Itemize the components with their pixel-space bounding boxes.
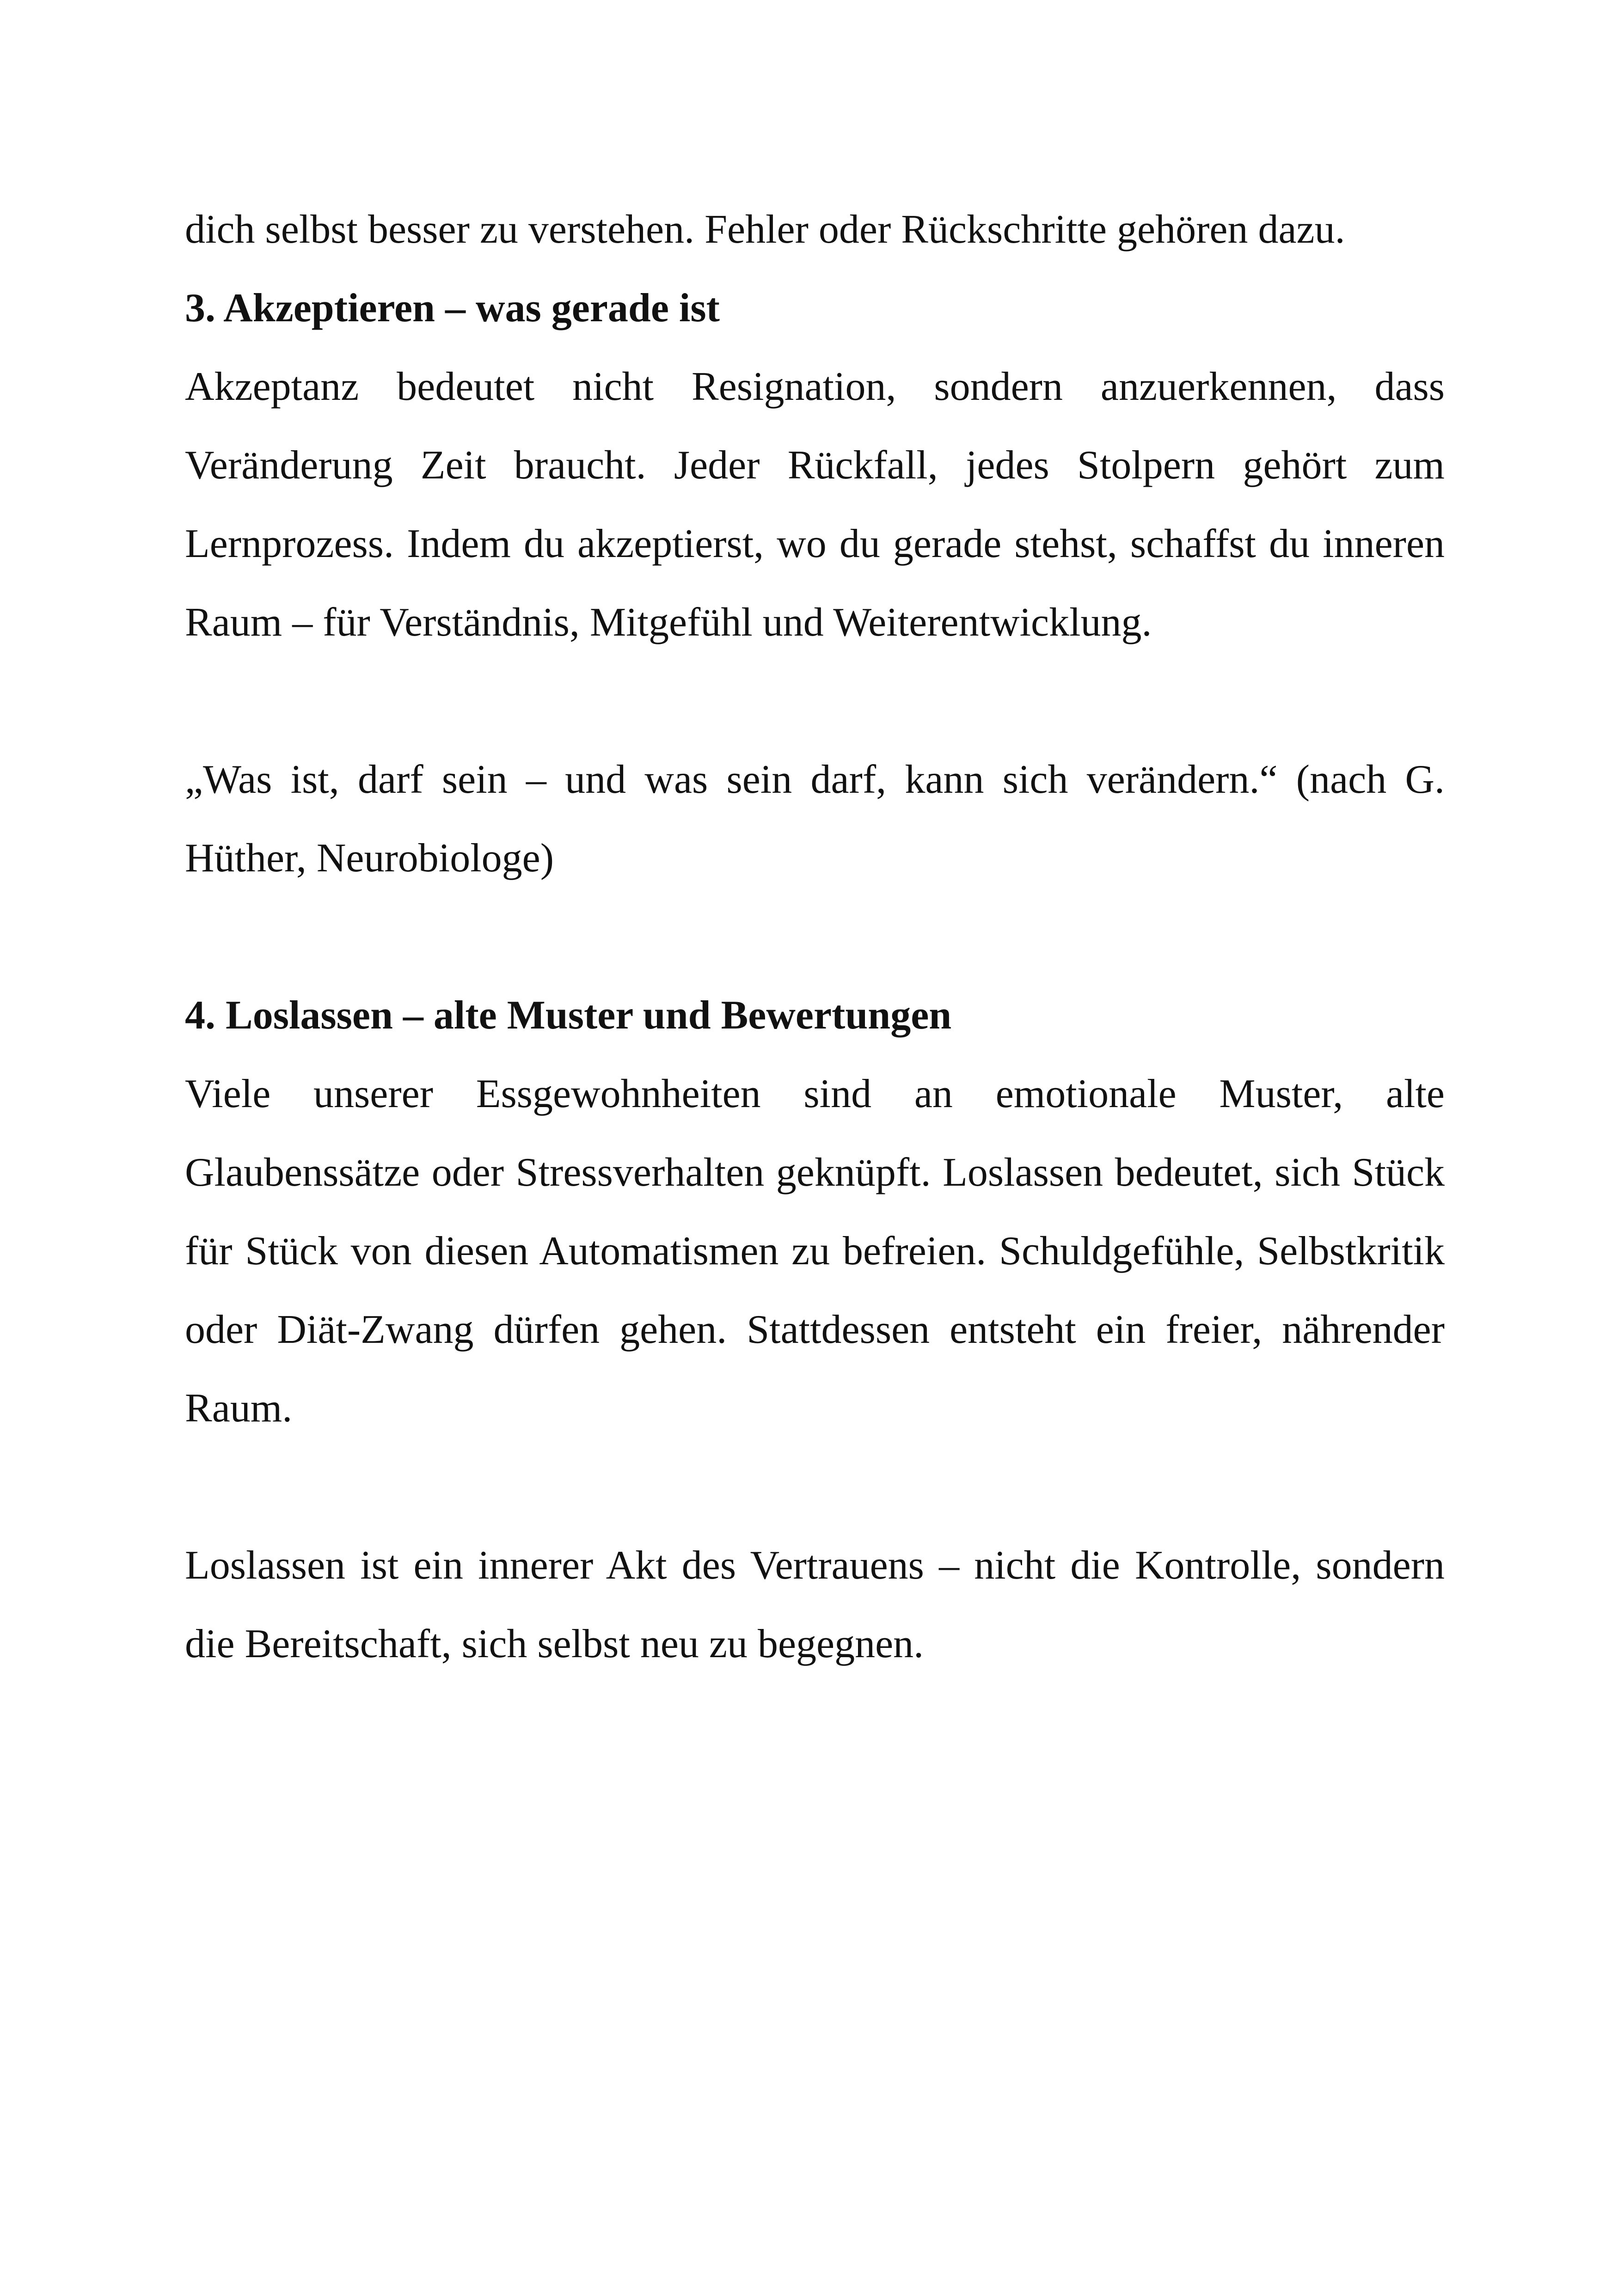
section-3-quote: „Was ist, darf sein – und was sein darf, kann sich verändern.“ (nach G. Hüther, Neurobiologe) [185, 757, 1445, 881]
section-3-heading: 3. Akzeptieren – was gerade ist [185, 286, 720, 331]
section-3-paragraph: Akzeptanz bedeutet nicht Resignation, sondern anzuerkennen, dass Veränderung Zeit braucht. Jeder Rückfall, jedes Stolpern gehört zum Lernprozess. Indem du akzeptierst, wo du gerade stehst, schaffst du inneren Raum – für Verständnis, Mitgefühl und Weiterentwicklung. [185, 364, 1445, 645]
paragraph-spacer [185, 1448, 1445, 1526]
intro-paragraph: dich selbst besser zu verstehen. Fehler oder Rückschritte gehören dazu. [185, 207, 1345, 252]
document-body [185, 190, 1445, 1684]
paragraph-spacer [185, 898, 1445, 976]
section-4-heading: 4. Loslassen – alte Muster und Bewertungen [185, 993, 952, 1038]
section-4-closing: Loslassen ist ein innerer Akt des Vertrauens – nicht die Kontrolle, sondern die Bereitschaft, sich selbst neu zu begegnen. [185, 1543, 1445, 1666]
section-4-paragraph: Viele unserer Essgewohnheiten sind an emotionale Muster, alte Glaubenssätze oder Stressverhalten geknüpft. Loslassen bedeutet, sich Stück für Stück von diesen Automatismen zu befreien. Schuldgefühle, Selbstkritik oder Diät-Zwang dürfen gehen. Stattdessen entsteht ein freier, nährender Raum. [185, 1071, 1445, 1431]
paragraph-spacer [185, 662, 1445, 741]
